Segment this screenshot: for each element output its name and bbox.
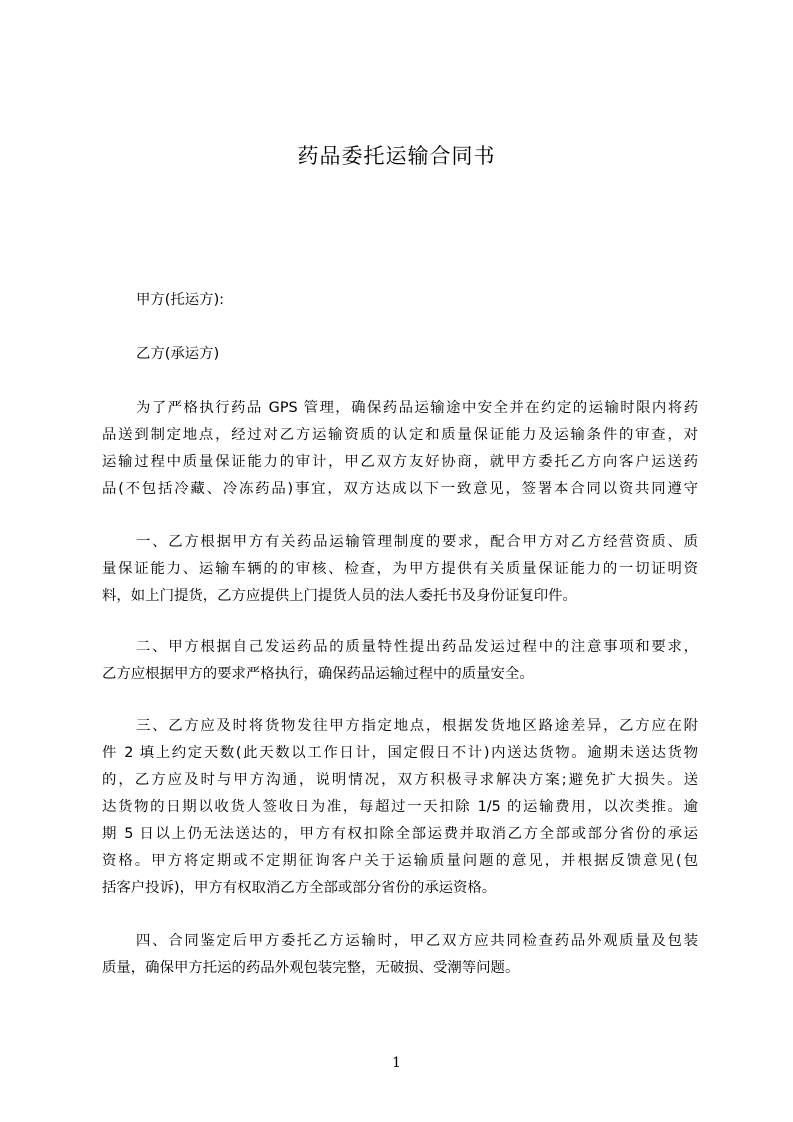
paragraph-line: 括客户投诉)，甲方有权取消乙方全部或部分省份的承运资格。 (102, 880, 497, 896)
paragraph-line: 品送到制定地点，经过对乙方运输资质的认定和质量保证能力及运输条件的审查，对 (102, 427, 698, 443)
paragraph-line: 量保证能力、运输车辆的的审核、检查，为甲方提供有关质量保证能力的一切证明资 (102, 561, 698, 577)
paragraph-line: 达货物的日期以收货人签收日为准，每超过一天扣除 1/5 的运输费用，以次类推。逾 (102, 799, 698, 815)
page-number: 1 (392, 1055, 401, 1071)
paragraph-line: 运输过程中质量保证能力的审计，甲乙双方友好协商，就甲方委托乙方向客户运送药 (102, 454, 698, 470)
party-b-label: 乙方(承运方) (136, 346, 220, 362)
paragraph-line: 二、甲方根据自己发运药品的质量特性提出药品发运过程中的注意事项和要求， (136, 639, 698, 655)
paragraph-line: 期 5 日以上仍无法送达的，甲方有权扣除全部运费并取消乙方全部或部分省份的承运 (102, 826, 698, 842)
paragraph-line: 为了严格执行药品 GPS 管理，确保药品运输途中安全并在约定的运输时限内将药 (136, 400, 698, 416)
paragraph-line: 质量，确保甲方托运的药品外观包装完整，无破损、受潮等问题。 (102, 960, 520, 976)
paragraph-line: 三、乙方应及时将货物发往甲方指定地点，根据发货地区路途差异，乙方应在附 (136, 718, 698, 734)
paragraph-line: 料，如上门提货，乙方应提供上门提货人员的法人委托书及身份证复印件。 (102, 588, 577, 604)
paragraph-line: 件 2 填上约定天数(此天数以工作日计，国定假日不计)内送达货物。逾期未送达货物 (102, 745, 698, 761)
paragraph-line: 品(不包括冷藏、冷冻药品)事宜，双方达成以下一致意见，签署本合同以资共同遵守 (102, 481, 698, 497)
paragraph-line: 乙方应根据甲方的要求严格执行，确保药品运输过程中的质量安全。 (102, 666, 534, 682)
paragraph-line: 的，乙方应及时与甲方沟通，说明情况，双方积极寻求解决方案;避免扩大损失。送 (102, 772, 698, 788)
paragraph-line: 四、合同鉴定后甲方委托乙方运输时，甲乙双方应共同检查药品外观质量及包装 (136, 933, 698, 949)
party-a-label: 甲方(托运方): (136, 292, 225, 308)
document-title: 药品委托运输合同书 (297, 144, 496, 168)
paragraph-line: 资格。甲方将定期或不定期征询客户关于运输质量问题的意见，并根据反馈意见(包 (102, 853, 698, 869)
paragraph-line: 一、乙方根据甲方有关药品运输管理制度的要求，配合甲方对乙方经营资质、质 (136, 534, 698, 550)
